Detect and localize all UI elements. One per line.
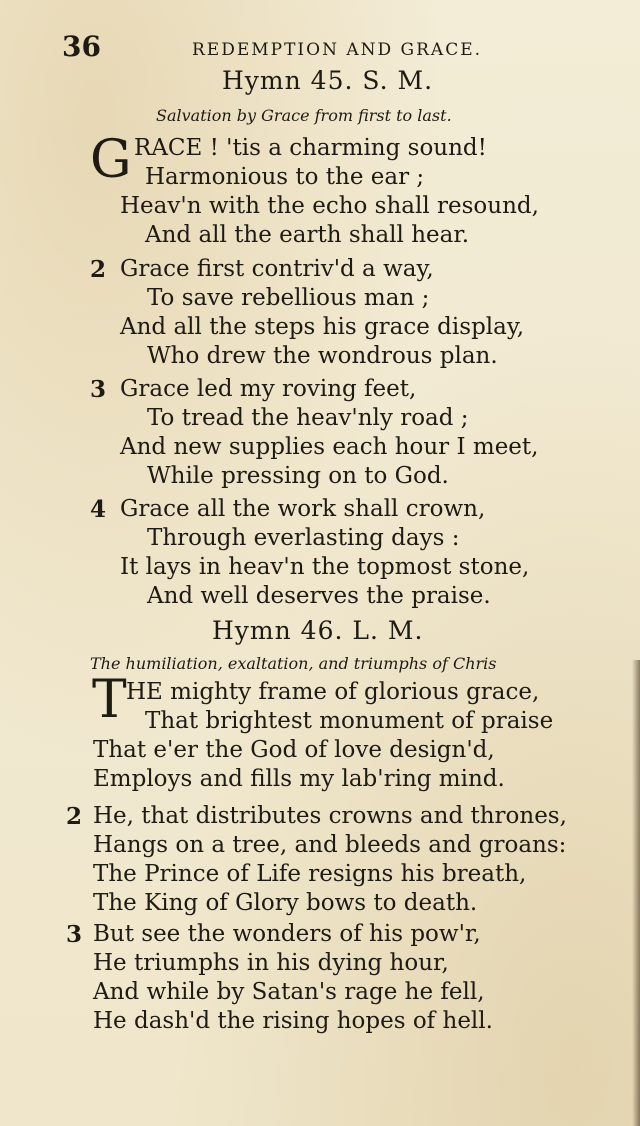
hymn-46-v1-line3: That e'er the God of love design'd, <box>93 737 495 763</box>
hymn-46-v2-line3: The Prince of Life resigns his breath, <box>93 861 527 887</box>
hymn-45-v2-line1: Grace first contriv'd a way, <box>120 256 434 282</box>
hymn-45-v4-number: 4 <box>90 496 107 523</box>
hymn-46-v1-line1: HE mighty frame of glorious grace, <box>126 679 540 705</box>
hymn-45-v2-line2: To save rebellious man ; <box>147 285 430 311</box>
hymn-45-v2-number: 2 <box>90 256 107 283</box>
hymn-46-v3-number: 3 <box>66 921 83 948</box>
hymn-45-subtitle: Salvation by Grace from first to last. <box>156 106 452 125</box>
hymn-45-v2-line3: And all the steps his grace display, <box>120 314 525 340</box>
hymn-45-dropcap: G <box>90 130 132 190</box>
hymn-46-v2-line2: Hangs on a tree, and bleeds and groans: <box>93 832 567 858</box>
hymn-46-subtitle: The humiliation, exaltation, and triumphs of Chris <box>90 654 497 673</box>
hymn-46-v3-line3: And while by Satan's rage he fell, <box>93 979 485 1005</box>
hymn-45-v1-line3: Heav'n with the echo shall resound, <box>120 193 539 219</box>
hymn-46-dropcap: T <box>92 670 127 730</box>
hymn-45-v4-line3: It lays in heav'n the topmost stone, <box>120 554 530 580</box>
hymn-45-v4-line4: And well deserves the praise. <box>147 583 491 609</box>
hymn-45-v3-line1: Grace led my roving feet, <box>120 376 417 402</box>
page-edge-shadow <box>632 660 640 1126</box>
hymn-45-v4-line1: Grace all the work shall crown, <box>120 496 486 522</box>
hymn-45-v1-line4: And all the earth shall hear. <box>145 222 470 248</box>
hymn-46-v2-line1: He, that distributes crowns and thrones, <box>93 803 567 829</box>
hymn-46-v2-number: 2 <box>66 803 83 830</box>
hymn-46-v1-line4: Employs and fills my lab'ring mind. <box>93 766 505 792</box>
hymn-45-v3-line2: To tread the heav'nly road ; <box>147 405 469 431</box>
hymn-46-v1-line2: That brightest monument of praise <box>145 708 554 734</box>
hymn-45-v2-line4: Who drew the wondrous plan. <box>147 343 498 369</box>
hymn-45-v1-line1: RACE ! 'tis a charming sound! <box>134 135 487 161</box>
hymn-45-v3-line3: And new supplies each hour I meet, <box>120 434 539 460</box>
hymn-45-v3-line4: While pressing on to God. <box>147 463 449 489</box>
hymn-46-v3-line4: He dash'd the rising hopes of hell. <box>93 1008 493 1034</box>
hymn-45-v3-number: 3 <box>90 376 107 403</box>
running-title: REDEMPTION AND GRACE. <box>192 40 483 60</box>
hymn-45-v1-line2: Harmonious to the ear ; <box>145 164 425 190</box>
hymn-46-title: Hymn 46. L. M. <box>212 616 424 645</box>
hymn-45-title: Hymn 45. S. M. <box>222 66 434 95</box>
page-number: 36 <box>62 30 101 63</box>
hymn-46-v2-line4: The King of Glory bows to death. <box>93 890 478 916</box>
hymn-45-v4-line2: Through everlasting days : <box>147 525 460 551</box>
hymn-46-v3-line1: But see the wonders of his pow'r, <box>93 921 481 947</box>
hymn-46-v3-line2: He triumphs in his dying hour, <box>93 950 449 976</box>
